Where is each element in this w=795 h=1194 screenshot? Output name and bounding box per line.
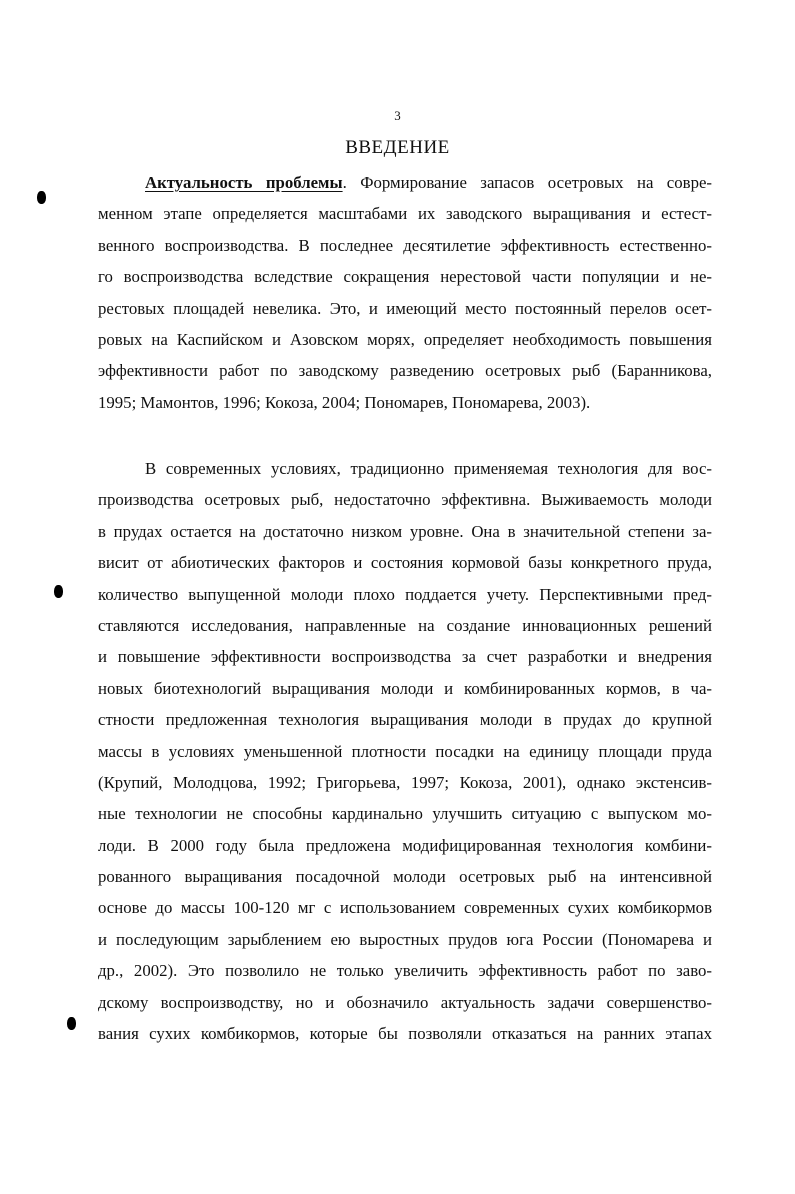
text-line: основе до массы 100-120 мг с использованием современных сухих комбикормов <box>98 898 712 918</box>
punch-mark-bottom <box>67 1017 76 1030</box>
text-line: стности предложенная технология выращивания молоди в прудах до крупной <box>98 710 712 730</box>
text-line: и повышение эффективности воспроизводства за счет разработки и внедрения <box>98 647 712 667</box>
text-line: рованного выращивания посадочной молоди осетровых рыб на интенсивной <box>98 867 712 887</box>
text-line: (Крупий, Молодцова, 1992; Григорьева, 1997; Кокоза, 2001), однако экстенсив- <box>98 772 712 792</box>
text-line: Актуальность проблемы. Формирование запасов осетровых на совре- <box>145 173 712 192</box>
paragraph-relevance <box>98 167 712 418</box>
text-line: рестовых площадей невелика. Это, и имеющий место постоянный перелов осет- <box>98 298 712 318</box>
punch-mark-top <box>37 191 46 204</box>
relevance-heading: Актуальность проблемы <box>145 173 343 192</box>
text-line: В современных условиях, традиционно применяемая технология для вос- <box>145 459 712 478</box>
text-line: ные технологии не способны кардинально улучшить ситуацию с выпуском мо- <box>98 804 712 824</box>
text-line: вания сухих комбикормов, которые бы позволяли отказаться на ранних этапах <box>98 1024 712 1044</box>
text-line: ставляются исследования, направленные на создание инновационных решений <box>98 615 712 635</box>
text-line: го воспроизводства вследствие сокращения нерестовой части популяции и не- <box>98 267 712 287</box>
paragraph-conditions <box>98 453 712 1049</box>
text-line: лоди. В 2000 году была предложена модифицированная технология комбини- <box>98 835 712 855</box>
text-line: менном этапе определяется масштабами их заводского выращивания и естест- <box>98 204 712 224</box>
text-line: висит от абиотических факторов и состояния кормовой базы конкретного пруда, <box>98 553 712 573</box>
text-line: др., 2002). Это позволило не только увеличить эффективность работ по заво- <box>98 961 712 981</box>
text-line: 1995; Мамонтов, 1996; Кокоза, 2004; Пономарев, Пономарева, 2003). <box>98 392 591 412</box>
punch-mark-middle <box>54 585 63 598</box>
text-line: в прудах остается на достаточно низком уровне. Она в значительной степени за- <box>98 521 712 541</box>
text-line: ровых на Каспийском и Азовском морях, определяет необходимость повышения <box>98 329 712 349</box>
text-line: количество выпущенной молоди плохо поддается учету. Перспективными пред- <box>98 584 712 604</box>
page-number: 3 <box>394 108 401 123</box>
text-line: эффективности работ по заводскому разведению осетровых рыб (Баранникова, <box>98 361 712 381</box>
text-line: дскому воспроизводству, но и обозначило актуальность задачи совершенство- <box>98 992 712 1012</box>
text-line: новых биотехнологий выращивания молоди и комбинированных кормов, в ча- <box>98 678 712 698</box>
section-title: ВВЕДЕНИЕ <box>345 137 450 158</box>
text-line: массы в условиях уменьшенной плотности посадки на единицу площади пруда <box>98 741 712 761</box>
text-line: венного воспроизводства. В последнее десятилетие эффективность естественно- <box>98 235 712 255</box>
text-line: и последующим зарыблением ею выростных прудов юга России (Пономарева и <box>98 929 712 949</box>
text-line: производства осетровых рыб, недостаточно эффективна. Выживаемость молоди <box>98 490 712 510</box>
